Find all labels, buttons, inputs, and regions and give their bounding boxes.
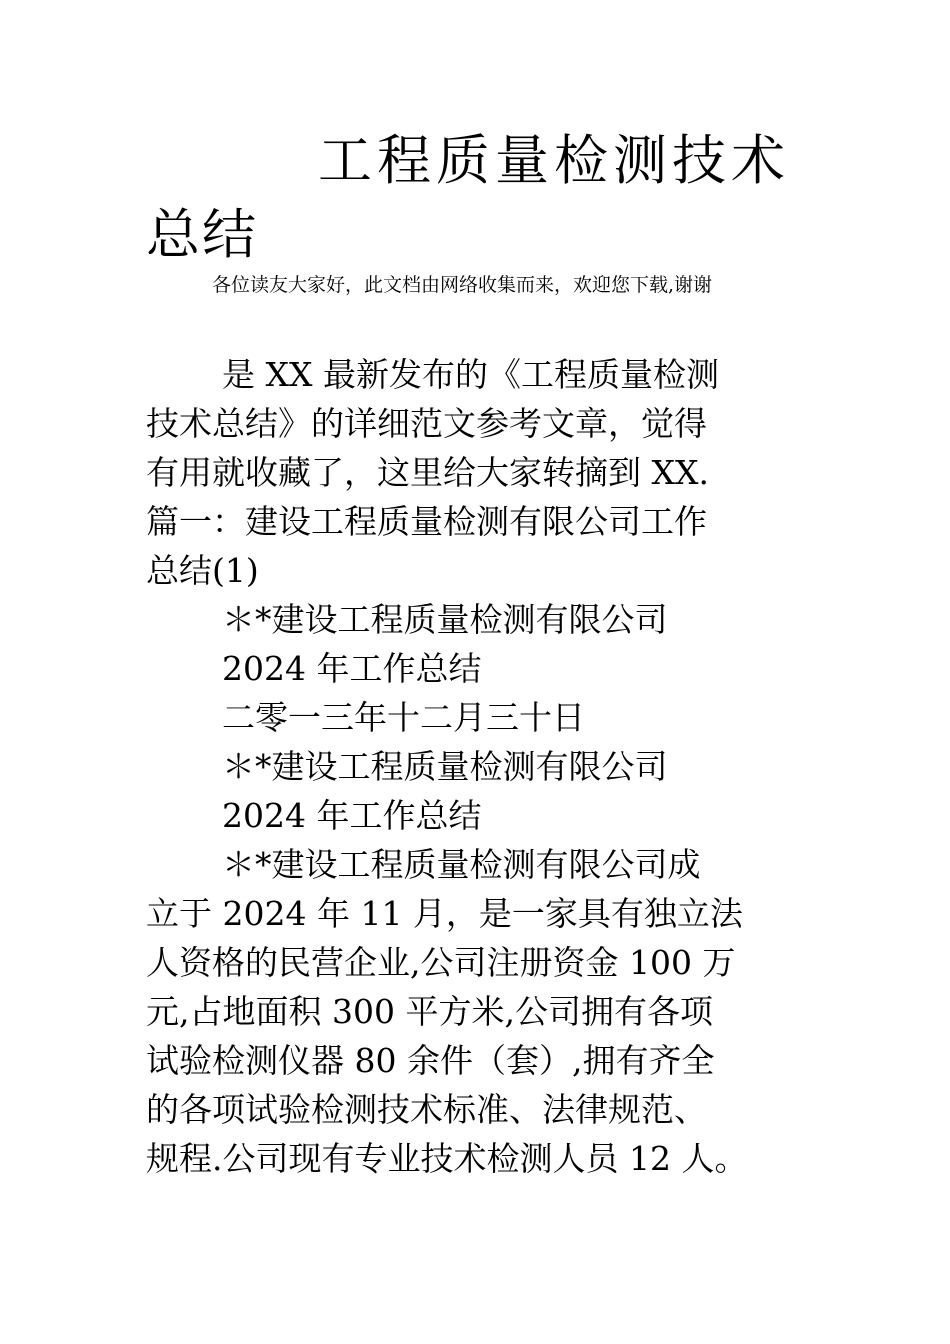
document-title-line-2: 总结 <box>146 203 258 266</box>
body-line: 试验检测仪器 80 余件（套）,拥有齐全 <box>146 1041 715 1080</box>
body-line: 规程.公司现有专业技术检测人员 12 人。 <box>146 1139 748 1178</box>
company-name-line: ＊*建设工程质量检测有限公司 <box>222 747 668 786</box>
section-heading-continued: 总结(1) <box>146 551 259 590</box>
body-line: 元,占地面积 300 平方米,公司拥有各项 <box>146 992 713 1031</box>
body-line: 有用就收藏了，这里给大家转摘到 XX. <box>146 453 709 492</box>
section-heading: 篇一：建设工程质量检测有限公司工作 <box>146 502 707 541</box>
company-name-line: ＊*建设工程质量检测有限公司 <box>222 600 668 639</box>
body-line: 技术总结》的详细范文参考文章，觉得 <box>146 404 707 443</box>
body-line: 是 XX 最新发布的《工程质量检测 <box>222 355 719 394</box>
download-notice: 各位读友大家好，此文档由网络收集而来，欢迎您下载,谢谢 <box>212 274 713 296</box>
body-line: ＊*建设工程质量检测有限公司成 <box>222 845 701 884</box>
report-title-line: 2024 年工作总结 <box>222 649 482 688</box>
report-title-line: 2024 年工作总结 <box>222 796 482 835</box>
document-body <box>146 350 816 1183</box>
body-line: 人资格的民营企业,公司注册资金 100 万 <box>146 943 736 982</box>
report-date-line: 二零一三年十二月三十日 <box>222 698 585 737</box>
body-line: 立于 2024 年 11 月，是一家具有独立法 <box>146 894 743 933</box>
body-line: 的各项试验检测技术标准、法律规范、 <box>146 1090 707 1129</box>
document-title-line-1: 工程质量检测技术 <box>318 129 790 192</box>
